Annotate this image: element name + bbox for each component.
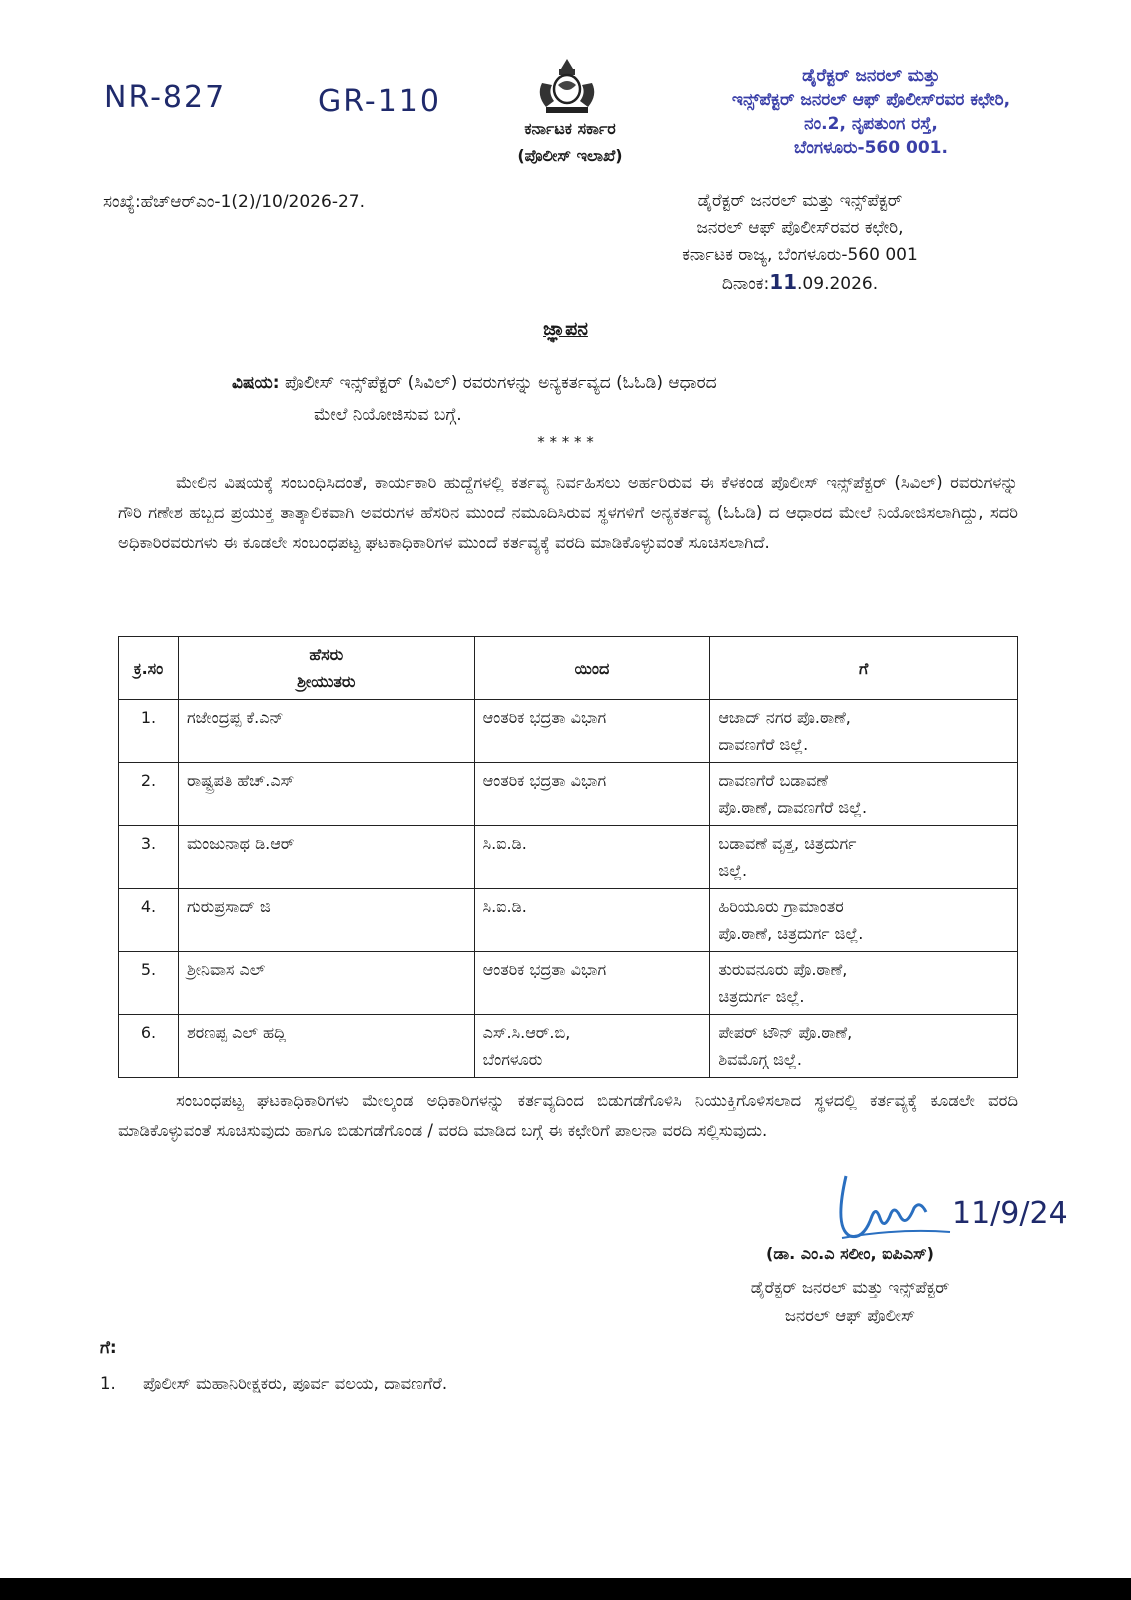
office-stamp (686, 64, 1056, 160)
recipient-item (100, 1374, 447, 1394)
table-header-row (119, 637, 1018, 700)
cell-from-line: ಸಿ.ಐ.ಡಿ. (482, 834, 527, 853)
address-line: ಜನರಲ್ ಆಫ್ ಪೊಲೀಸ್‌ರವರ ಕಛೇರಿ, (696, 218, 904, 238)
cell-from (474, 826, 710, 889)
cell-name (178, 700, 474, 763)
subject-label: ವಿಷಯ: (232, 373, 280, 393)
designation-line2: ಜನರಲ್ ಆಫ್ ಪೊಲೀಸ್ (784, 1306, 916, 1325)
bottom-border-bar (0, 1578, 1131, 1600)
table-row (119, 889, 1018, 952)
cell-to-line: ದಾವಣಗೆರೆ ಬಡಾವಣೆ (718, 771, 829, 790)
cell-from (474, 952, 710, 1015)
reference-number: ಸಂಖ್ಯೆ:ಹೆಚ್‌ಆರ್‌ಎಂ-1(2)/10/2026-27. (103, 192, 365, 212)
signature-date: 11/9/24 (952, 1196, 1068, 1231)
col-header-name-line1: ಹೆಸರು (309, 645, 344, 664)
cell-name-line: ಗಜೇಂದ್ರಪ್ಪ ಕೆ.ಎನ್ (186, 708, 284, 727)
recipient-number: 1. (100, 1374, 116, 1393)
col-header-name-line2: ಶ್ರೀಯುತರು (297, 672, 356, 691)
recipients-label: ಗೆ: (100, 1338, 117, 1358)
cell-to-line: ಪೇಪರ್ ಟೌನ್ ಪೊ.ಠಾಣೆ, (718, 1023, 853, 1042)
date-rest: .09.2026. (797, 274, 879, 294)
col-header-from: ಯಿಂದ (474, 637, 710, 700)
stamp-line: ನಂ.2, ನೃಪತುಂಗ ರಸ್ತೆ, (804, 114, 938, 134)
header-line1: ಕರ್ನಾಟಕ ಸರ್ಕಾರ (524, 119, 616, 138)
cell-serial (119, 952, 179, 1015)
officers-table (118, 636, 1018, 1078)
address-line: ಕರ್ನಾಟಕ ರಾಜ್ಯ, ಬೆಂಗಳೂರು-560 001 (682, 245, 918, 265)
cell-from-line: ಎಸ್.ಸಿ.ಆರ್.ಬಿ, (482, 1023, 571, 1042)
table-row (119, 700, 1018, 763)
stamp-line: ಡೈರೆಕ್ಟರ್ ಜನರಲ್ ಮತ್ತು (802, 66, 940, 86)
cell-to-line: ಚಿತ್ರದುರ್ಗ ಜಿಲ್ಲೆ. (718, 987, 805, 1006)
cell-to-line: ಹಿರಿಯೂರು ಗ್ರಾಮಾಂತರ (718, 897, 844, 916)
separator: * * * * * (537, 433, 594, 451)
cell-to-line: ಪೊ.ಠಾಣೆ, ಚಿತ್ರದುರ್ಗ ಜಿಲ್ಲೆ. (718, 924, 864, 943)
cell-name (178, 763, 474, 826)
recipient-text: ಪೊಲೀಸ್ ಮಹಾನಿರೀಕ್ಷಕರು, ಪೂರ್ವ ವಲಯ, ದಾವಣಗೆರೆ. (143, 1374, 448, 1393)
cell-to-line: ಬಡಾವಣೆ ವೃತ್ತ, ಚಿತ್ರದುರ್ಗ (718, 834, 857, 853)
cell-name (178, 889, 474, 952)
cell-to (710, 952, 1018, 1015)
cell-to-line: ಜಿಲ್ಲೆ. (718, 861, 748, 880)
closing-paragraph: ಸಂಬಂಧಪಟ್ಟ ಘಟಕಾಧಿಕಾರಿಗಳು ಮೇಲ್ಕಂಡ ಅಧಿಕಾರಿಗಳನ್ನು ಕರ್ತವ್ಯದಿಂದ ಬಿಡುಗಡೆಗೊಳಿಸಿ ನಿಯುಕ್ತಿಗೊಳಿಸಲಾದ ಸ್ಥಳದಲ್ಲಿ ಕರ್ತವ್ಯಕ್ಕೆ ಕೂಡಲೇ ವರದಿ ಮಾಡಿಕೊಳ್ಳುವಂತೆ ಸೂಚಿಸುವುದು ಹಾಗೂ ಬಿಡುಗಡೆಗೊಂಡ / ವರದಿ ಮಾಡಿದ ಬಗ್ಗೆ ಈ ಕಛೇರಿಗೆ ಪಾಲನಾ ವರದಿ ಸಲ್ಲಿಸುವುದು. (118, 1091, 1018, 1140)
subject (232, 367, 717, 431)
cell-name-line: ಗುರುಪ್ರಸಾದ್ ಜಿ (186, 897, 271, 916)
cell-to-line: ಪೊ.ಠಾಣೆ, ದಾವಣಗೆರೆ ಜಿಲ್ಲೆ. (718, 798, 868, 817)
cell-serial (119, 700, 179, 763)
cell-from (474, 889, 710, 952)
cell-to (710, 1015, 1018, 1078)
date-line (600, 269, 1000, 298)
cell-to (710, 763, 1018, 826)
cell-serial-line: 4. (140, 897, 157, 916)
signatory-name: (ಡಾ. ಎಂ.ಎ ಸಲೀಂ, ಐಪಿಎಸ್) (766, 1244, 934, 1263)
cell-serial-line: 6. (140, 1023, 157, 1042)
memo-title: ಜ್ಞಾಪನ (543, 318, 588, 340)
office-address (600, 188, 1000, 298)
col-header-serial: ಕ್ರ.ಸಂ (119, 637, 179, 700)
karnataka-emblem-icon (532, 55, 602, 117)
cell-name (178, 1015, 474, 1078)
table-row (119, 763, 1018, 826)
cell-to (710, 826, 1018, 889)
cell-to-line: ಶಿವಮೊಗ್ಗ ಜಿಲ್ಲೆ. (718, 1050, 802, 1069)
col-header-name (178, 637, 474, 700)
cell-from (474, 1015, 710, 1078)
cell-from-line: ಸಿ.ಐ.ಡಿ. (482, 897, 527, 916)
header-line2: (ಪೊಲೀಸ್ ಇಲಾಖೆ) (517, 146, 623, 165)
handwritten-ref-1: NR-827 (104, 80, 227, 115)
table-row (119, 826, 1018, 889)
cell-name-line: ರಾಷ್ಟ್ರಪತಿ ಹೆಚ್.ಎಸ್ (186, 771, 295, 790)
stamp-line: ಇನ್ಸ್‌ಪೆಕ್ಟರ್ ಜನರಲ್ ಆಫ್ ಪೊಲೀಸ್‌ರವರ ಕಛೇರಿ, (731, 90, 1011, 110)
cell-name-line: ಶ್ರೀನಿವಾಸ ಎಲ್ (186, 960, 266, 979)
cell-from-line: ಆಂತರಿಕ ಭದ್ರತಾ ವಿಭಾಗ (482, 771, 607, 790)
cell-serial-line: 3. (140, 834, 157, 853)
col-header-to: ಗೆ (710, 637, 1018, 700)
cell-to-line: ತುರುವನೂರು ಪೊ.ಠಾಣೆ, (718, 960, 848, 979)
cell-serial (119, 763, 179, 826)
table-row (119, 1015, 1018, 1078)
address-line: ಡೈರೆಕ್ಟರ್ ಜನರಲ್ ಮತ್ತು ಇನ್ಸ್‌ಪೆಕ್ಟರ್ (697, 191, 903, 211)
subject-line1: ಪೊಲೀಸ್ ಇನ್ಸ್‌ಪೆಕ್ಟರ್ (ಸಿವಿಲ್) ರವರುಗಳನ್ನು ಅನ್ಯಕರ್ತವ್ಯದ (ಓಓಡಿ) ಆಧಾರದ (284, 373, 717, 393)
cell-from-line: ಆಂತರಿಕ ಭದ್ರತಾ ವಿಭಾಗ (482, 960, 607, 979)
cell-from (474, 700, 710, 763)
cell-from-line: ಆಂತರಿಕ ಭದ್ರತಾ ವಿಭಾಗ (482, 708, 607, 727)
cell-name (178, 826, 474, 889)
cell-name-line: ಶರಣಪ್ಪ ಎಲ್ ಹದ್ಲಿ (186, 1023, 287, 1042)
subject-line2: ಮೇಲೆ ನಿಯೋಜಿಸುವ ಬಗ್ಗೆ. (314, 405, 462, 425)
date-day: 11 (769, 270, 798, 294)
cell-name-line: ಮಂಜುನಾಥ ಡಿ.ಆರ್ (186, 834, 295, 853)
cell-to-line: ದಾವಣಗೆರೆ ಜಿಲ್ಲೆ. (718, 735, 809, 754)
cell-serial (119, 826, 179, 889)
cell-serial-line: 1. (140, 708, 157, 727)
cell-to-line: ಆಜಾದ್ ನಗರ ಪೊ.ಠಾಣೆ, (718, 708, 851, 727)
cell-to (710, 700, 1018, 763)
cell-from-line: ಬೆಂಗಳೂರು (482, 1050, 543, 1069)
stamp-line: ಬೆಂಗಳೂರು-560 001. (794, 138, 948, 158)
cell-serial-line: 2. (140, 771, 157, 790)
date-label: ದಿನಾಂಕ: (721, 274, 770, 294)
handwritten-ref-2: GR-110 (318, 84, 441, 119)
cell-serial (119, 1015, 179, 1078)
cell-serial (119, 889, 179, 952)
cell-serial-line: 5. (140, 960, 157, 979)
cell-from (474, 763, 710, 826)
body-paragraph: ಮೇಲಿನ ವಿಷಯಕ್ಕೆ ಸಂಬಂಧಿಸಿದಂತೆ, ಕಾರ್ಯಕಾರಿ ಹುದ್ದೆಗಳಲ್ಲಿ ಕರ್ತವ್ಯ ನಿರ್ವಹಿಸಲು ಅರ್ಹರಿರುವ ಈ ಕೆಳಕಂಡ ಪೊಲೀಸ್ ಇನ್ಸ್‌ಪೆಕ್ಟರ್ (ಸಿವಿಲ್) ರವರುಗಳನ್ನು ಗೌರಿ ಗಣೇಶ ಹಬ್ಬದ ಪ್ರಯುಕ್ತ ತಾತ್ಕಾಲಿಕವಾಗಿ ಅವರುಗಳ ಹೆಸರಿನ ಮುಂದೆ ನಮೂದಿಸಿರುವ ಸ್ಥಳಗಳಿಗೆ ಅನ್ಯಕರ್ತವ್ಯ (ಓಓಡಿ) ದ ಆಧಾರದ ಮೇಲೆ ನಿಯೋಜಿಸಲಾಗಿದ್ದು, ಸದರಿ ಅಧಿಕಾರಿರವರುಗಳು ಈ ಕೂಡಲೇ ಸಂಬಂಧಪಟ್ಟ ಘಟಕಾಧಿಕಾರಿಗಳ ಮುಂದೆ ಕರ್ತವ್ಯಕ್ಕೆ ವರದಿ ಮಾಡಿಕೊಳ್ಳುವಂತೆ ಸೂಚಿಸಲಾಗಿದೆ. (118, 473, 1018, 552)
signatory-designation (680, 1274, 1020, 1330)
designation-line1: ಡೈರೆಕ್ಟರ್ ಜನರಲ್ ಮತ್ತು ಇನ್ಸ್‌ಪೆಕ್ಟರ್ (750, 1278, 950, 1297)
cell-to (710, 889, 1018, 952)
table-row (119, 952, 1018, 1015)
cell-name (178, 952, 474, 1015)
